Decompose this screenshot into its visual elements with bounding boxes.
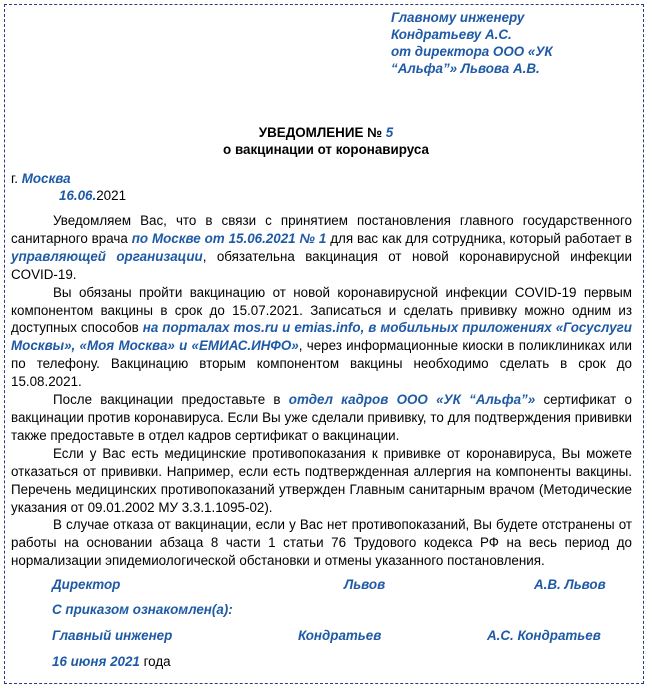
- title-subtitle: о вакцинации от коронавируса: [223, 142, 429, 157]
- addressee-line: “Альфа”» Львова А.В.: [391, 61, 540, 76]
- document-place: г. Москва: [11, 171, 71, 186]
- addressee-line: от директора ООО «УК: [391, 44, 553, 59]
- body-paragraph-1: Уведомляем Вас, что в связи с принятием постановления главного государственного санитарного врача по Москве от 15.06.2021 № 1 для вас как для сотрудника, который работает в управляющей организации, обязательна вакцинация от новой коронавирусной инфекции COVID-19.: [11, 213, 632, 282]
- document-date: [59, 187, 126, 204]
- date-day-month: 16.06.: [59, 188, 97, 203]
- director-name: А.В. Львов: [534, 577, 606, 592]
- addressee-line: Кондратьеву А.С.: [391, 27, 512, 42]
- document-body: [11, 212, 632, 570]
- body-paragraph-3: После вакцинации предоставьте в отдел кадров ООО «УК “Альфа”» сертификат о вакцинации против коронавируса. Если Вы уже сделали прививку, то для подтверждения прививки также предоставьте в отдел кадров сертификат о вакцинации.: [11, 392, 633, 443]
- engineer-role: Главный инженер: [52, 628, 173, 643]
- body-paragraph-5: В случае отказа от вакцинации, если у Вас нет противопоказаний, Вы будете отстранены от работы на основании абзаца 8 части 1 статьи 76 Трудового кодекса РФ на весь период до нормализации эпидемиологической обстановки и отмены указанного постановления.: [11, 517, 632, 569]
- date-year: 2021: [96, 188, 127, 203]
- title-prefix: УВЕДОМЛЕНИЕ №: [258, 125, 386, 140]
- director-signature: Львов: [344, 577, 386, 592]
- director-role: Директор: [52, 577, 121, 592]
- acknowledgement-label: С приказом ознакомлен(а):: [52, 602, 233, 617]
- engineer-name: А.С. Кондратьев: [487, 628, 601, 643]
- addressee-line: Главному инженеру: [391, 10, 525, 25]
- addressee-block: [391, 9, 631, 77]
- notice-number: 5: [385, 125, 394, 140]
- engineer-signature: Кондратьев: [298, 628, 382, 643]
- body-paragraph-4: Если у Вас есть медицинские противопоказания к прививке от коронавируса, Вы можете отказаться от прививки. Например, если есть подтвержденная аллергия на компоненты вакцины. Перечень медицинских противопоказаний утвержден Главным санитарным врачом (Методические указания от 09.01.2002 МУ 3.3.1.1095-02).: [11, 445, 632, 515]
- document-title: [0, 124, 652, 158]
- city-name: Москва: [21, 171, 71, 186]
- acknowledgement-date: 16 июня 2021 года: [52, 654, 171, 669]
- body-paragraph-2: Вы обязаны пройти вакцинацию от новой коронавирусной инфекции COVID-19 первым компонентом вакцины в срок до 15.07.2021. Записаться и сделать прививку можно одним из доступных способов на порталах mos.ru и emias.info, в мобильных приложениях «Госуслуги Москвы», «Моя Москва» и «ЕМИАС.ИНФО», через информационные киоски в поликлиниках или по телефону. Вакцинацию вторым компонентом вакцины необходимо сделать в срок до 15.08.2021.: [11, 284, 632, 390]
